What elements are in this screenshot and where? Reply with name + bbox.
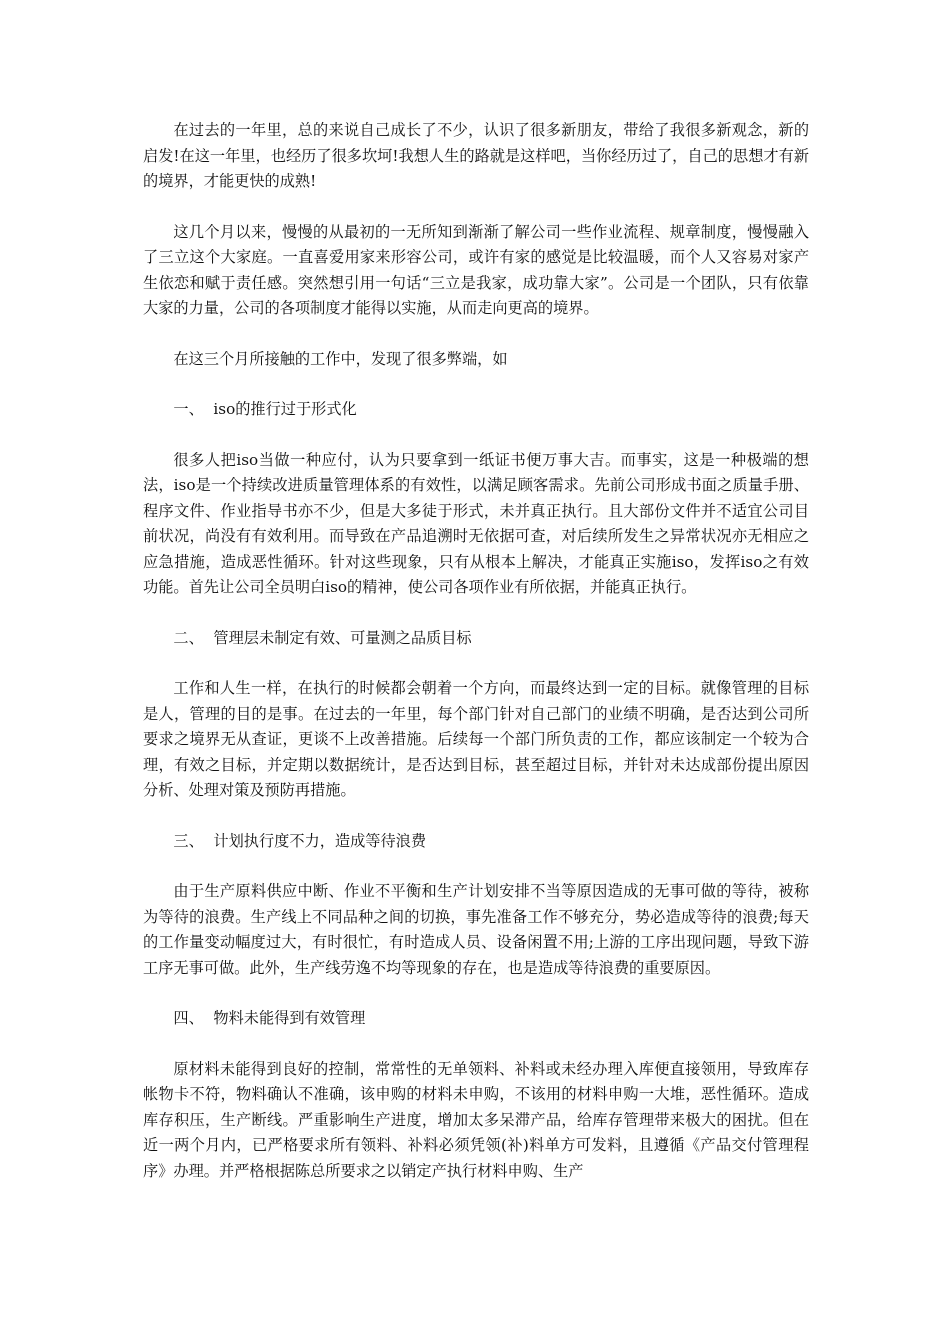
- section-heading-materials: 四、 物料未能得到有效管理: [173, 1009, 366, 1027]
- paragraph-issues-lead: 在这三个月所接触的工作中，发现了很多弊端，如: [173, 349, 508, 368]
- section-heading-quality-goals: 二、 管理层未制定有效、可量测之品质目标: [173, 628, 472, 647]
- paragraph-intro: 在过去的一年里，总的来说自己成长了不少，认识了很多新朋友，带给了我很多新观念，新的启发!在这一年里，也经历了很多坎坷!我想人生的路就是这样吧，当你经历过了，自己的思想才有新的境界，才能更快的成熟!: [143, 121, 809, 190]
- section-heading-iso: 一、 iso的推行过于形式化: [173, 400, 357, 418]
- section-heading-planning: 三、 计划执行度不力，造成等待浪费: [173, 831, 427, 850]
- paragraph-company: 这几个月以来，慢慢的从最初的一无所知到渐渐了解公司一些作业流程、规章制度，慢慢融入了三立这个大家庭。一直喜爱用家来形容公司，或许有家的感觉是比较温暖，而个人又容易对家产生依恋和赋于责任感。突然想引用一句话“三立是我家，成功靠大家”。公司是一个团队，只有依靠大家的力量，公司的各项制度才能得以实施，从而走向更高的境界。: [143, 222, 809, 317]
- paragraph-quality-goals: 工作和人生一样，在执行的时候都会朝着一个方向，而最终达到一定的目标。就像管理的目标是人，管理的目的是事。在过去的一年里，每个部门针对自己部门的业绩不明确，是否达到公司所要求之境界无从查证，更谈不上改善措施。后续每一个部门所负责的工作，都应该制定一个较为合理，有效之目标，并定期以数据统计，是否达到目标，甚至超过目标，并针对未达成部份提出原因分析、处理对策及预防再措施。: [143, 679, 809, 799]
- paragraph-iso: 很多人把iso当做一种应付，认为只要拿到一纸证书便万事大吉。而事实，这是一种极端的想法，iso是一个持续改进质量管理体系的有效性，以满足顾客需求。先前公司形成书面之质量手册、程序文件、作业指导书亦不少，但是大多徒于形式，未并真正执行。且大部份文件并不适宜公司目前状况，尚没有有效利用。而导致在产品追溯时无依据可查，对后续所发生之异常状况亦无相应之应急措施，造成恶性循环。针对这些现象，只有从根本上解决，才能真正实施iso，发挥iso之有效功能。首先让公司全员明白iso的精神，使公司各项作业有所依据，并能真正执行。: [143, 450, 809, 596]
- paragraph-planning: 由于生产原料供应中断、作业不平衡和生产计划安排不当等原因造成的无事可做的等待，被称为等待的浪费。生产线上不同品种之间的切换，事先准备工作不够充分，势必造成等待的浪费;每天的工作量变动幅度过大，有时很忙，有时造成人员、设备闲置不用;上游的工序出现问题，导致下游工序无事可做。此外，生产线劳逸不均等现象的存在，也是造成等待浪费的重要原因。: [143, 882, 809, 977]
- paragraph-materials: 原材料未能得到良好的控制，常常性的无单领料、补料或未经办理入库便直接领用，导致库存帐物卡不符，物料确认不准确，该申购的材料未申购，不该用的材料申购一大堆，恶性循环。造成库存积压，生产断线。严重影响生产进度，增加太多呆滞产品，给库存管理带来极大的困扰。但在近一两个月内，已严格要求所有领料、补料必须凭领(补)料单方可发料，且遵循《产品交付管理程序》办理。并严格根据陈总所要求之以销定产执行材料申购、生产: [143, 1059, 809, 1180]
- document-page: [143, 118, 809, 1209]
